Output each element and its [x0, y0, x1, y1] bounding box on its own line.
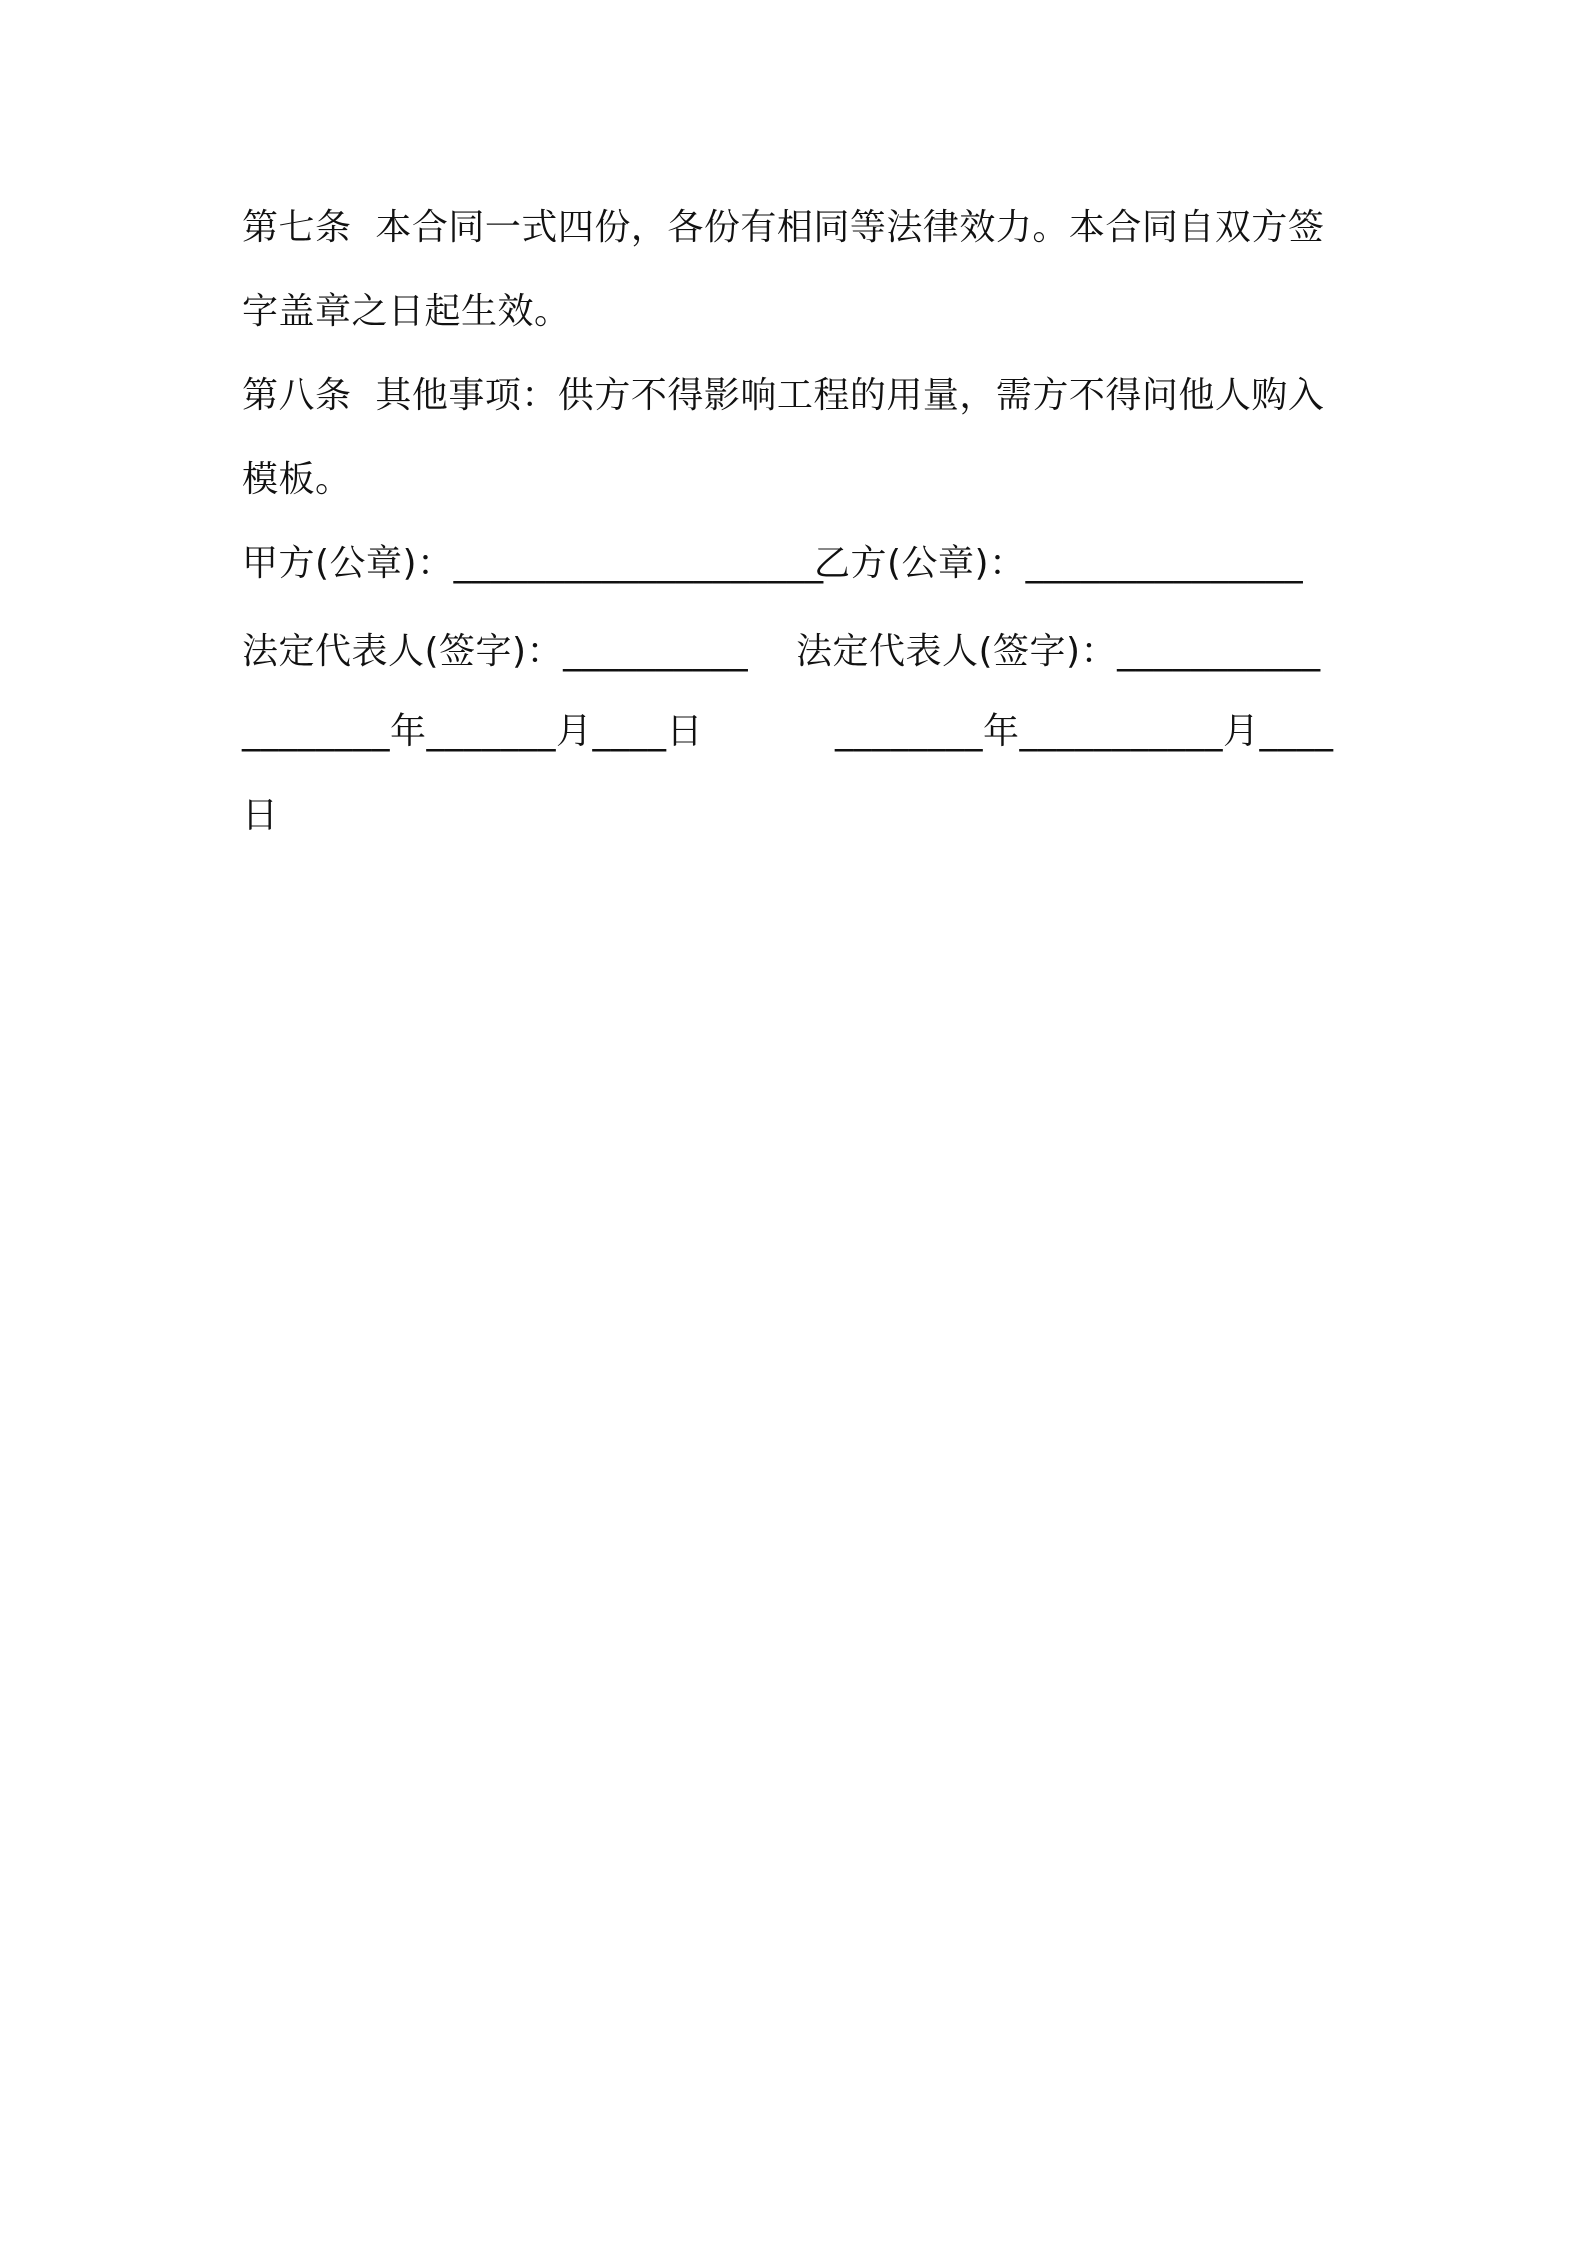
party-a-representative-field: 法定代表人(签字)：__________	[242, 631, 749, 672]
party-b-date-field: ________年___________月____	[835, 711, 1334, 752]
party-b-seal-field: 乙方(公章)：_______________	[814, 543, 1304, 584]
article-7-line-1: 第七条 本合同一式四份，各份有相同等法律效力。本合同自双方签	[242, 207, 1325, 248]
party-a-seal-field: 甲方(公章)：____________________	[242, 543, 824, 584]
party-a-date-field: ________年_______月____日	[242, 711, 703, 752]
party-b-representative-field: 法定代表人(签字)：___________	[796, 631, 1321, 672]
article-7-line-2: 字盖章之日起生效。	[242, 291, 571, 332]
article-8-line-1: 第八条 其他事项：供方不得影响工程的用量，需方不得问他人购入	[242, 375, 1325, 416]
party-b-date-day: 日	[242, 795, 279, 836]
article-8-line-2: 模板。	[242, 459, 352, 500]
